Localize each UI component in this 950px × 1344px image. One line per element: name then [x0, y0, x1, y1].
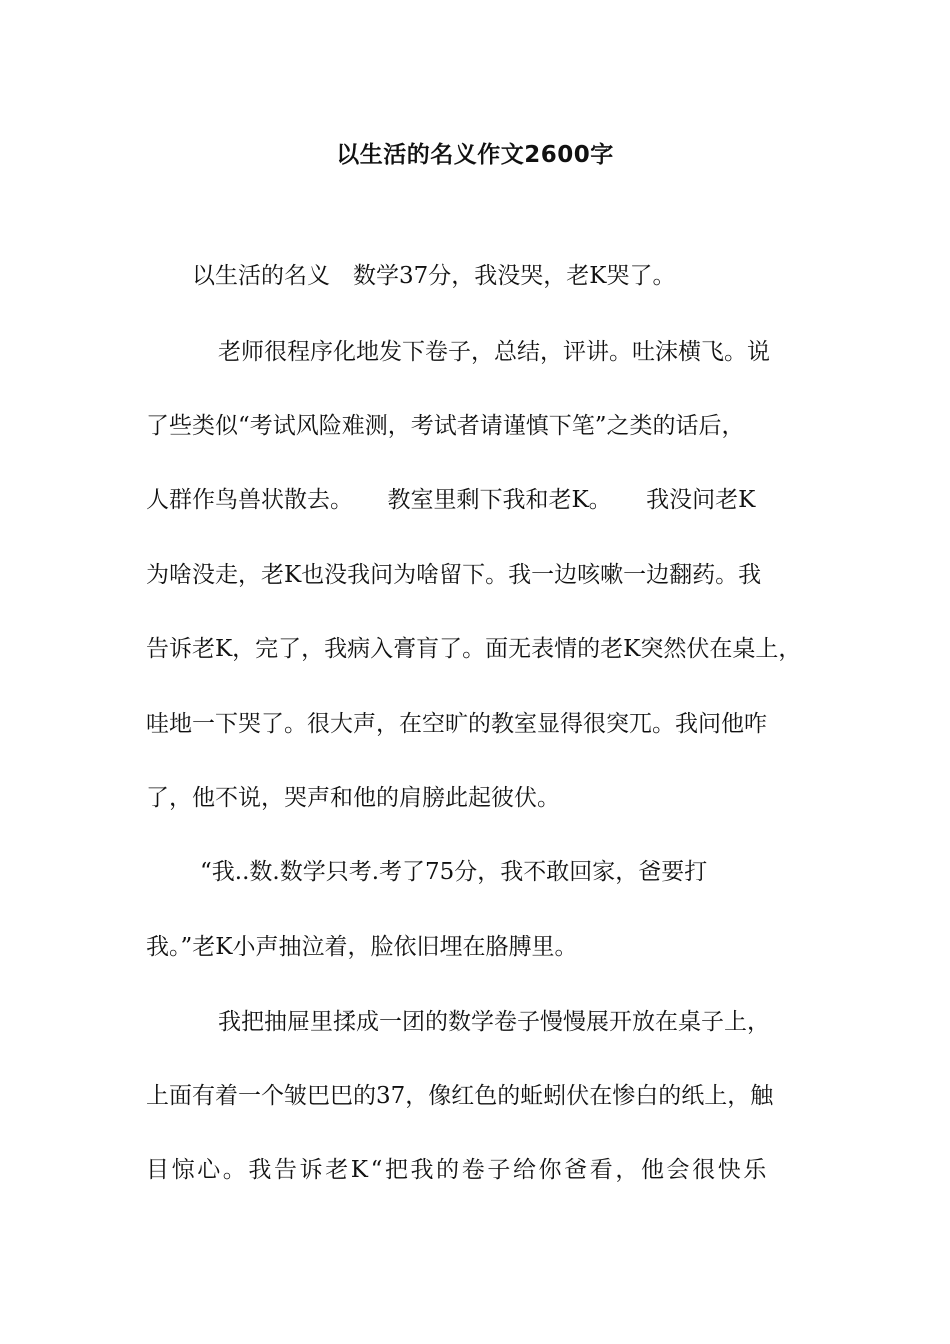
document-title: 以生活的名义作文2600字 — [336, 142, 614, 168]
body-line-11: 我把抽屉里揉成一团的数学卷子慢慢展开放在桌子上， — [218, 1009, 770, 1035]
body-line-6: 告诉老K，完了，我病入膏肓了。面无表情的老K突然伏在桌上， — [146, 636, 802, 662]
body-line-4: 人群作鸟兽状散去。 教室里剩下我和老K。 我没问老K — [146, 487, 756, 513]
body-line-1: 以生活的名义 数学37分，我没哭，老K哭了。 — [192, 263, 676, 289]
body-line-2: 老师很程序化地发下卷子，总结，评讲。吐沫横飞。说 — [218, 339, 770, 365]
body-line-10: 我。”老K小声抽泣着，脸依旧埋在胳膊里。 — [146, 934, 578, 960]
body-line-3: 了些类似“考试风险难测，考试者请谨慎下笔”之类的话后， — [146, 413, 745, 439]
body-line-5: 为啥没走，老K也没我问为啥留下。我一边咳嗽一边翻药。我 — [146, 562, 762, 588]
body-line-12: 上面有着一个皱巴巴的37，像红色的蚯蚓伏在惨白的纸上，触 — [146, 1083, 774, 1109]
body-line-7: 哇地一下哭了。很大声，在空旷的教室显得很突兀。我问他咋 — [146, 711, 767, 737]
body-line-9: “我..数.数学只考.考了75分，我不敢回家，爸要打 — [200, 859, 708, 885]
body-line-8: 了，他不说，哭声和他的肩膀此起彼伏。 — [146, 785, 560, 811]
body-line-13: 目惊心。我告诉老K“把我的卷子给你爸看，他会很快乐 — [146, 1157, 769, 1183]
